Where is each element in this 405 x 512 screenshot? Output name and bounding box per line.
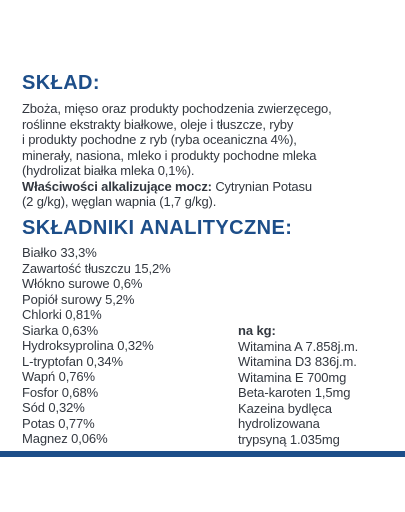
- additives-header: na kg:: [238, 323, 276, 338]
- composition-line: minerały, nasiona, mleko i produkty pochodne mleka: [22, 147, 317, 163]
- composition-line: roślinne ekstrakty białkowe, oleje i tłuszcze, ryby: [22, 116, 294, 132]
- nutrient-item: Chlorki 0,81%: [22, 307, 102, 322]
- composition-line: i produkty pochodne z ryb (ryba oceaniczna 4%),: [22, 132, 297, 147]
- urine-alkalizing-line: [22, 179, 392, 195]
- nutrient-item: Magnez 0,06%: [22, 431, 108, 446]
- nutrient-item: L-tryptofan 0,34%: [22, 353, 123, 369]
- nutrient-item: Potas 0,77%: [22, 415, 95, 431]
- additive-item: Witamina E 700mg: [238, 369, 347, 385]
- nutrient-item: Białko 33,3%: [22, 245, 97, 260]
- nutrient-item: Siarka 0,63%: [22, 322, 99, 338]
- urine-alkalizing-text-2: (2 g/kg), węglan wapnia (1,7 g/kg).: [22, 194, 217, 209]
- footer-divider-bar: [0, 451, 405, 457]
- analytical-heading: SKŁADNIKI ANALITYCZNE:: [22, 217, 293, 239]
- additive-item: trypsyną 1.035mg: [238, 431, 340, 447]
- nutrient-item: Sód 0,32%: [22, 400, 85, 415]
- additive-item: Beta-karoten 1,5mg: [238, 385, 351, 400]
- composition-line: Zboża, mięso oraz produkty pochodzenia zwierzęcego,: [22, 101, 332, 116]
- nutrient-item: Hydroksyprolina 0,32%: [22, 338, 154, 353]
- composition-text: [22, 101, 392, 210]
- additive-item: Witamina A 7.858j.m.: [238, 338, 359, 354]
- nutrient-item: Fosfor 0,68%: [22, 384, 99, 400]
- nutrient-item: Popiół surowy 5,2%: [22, 291, 135, 307]
- nutrient-list: [22, 245, 171, 447]
- composition-line: (hydrolizat białka mleka 0,1%).: [22, 163, 195, 178]
- additive-item: hydrolizowana: [238, 416, 320, 431]
- urine-alkalizing-label: Właściwości alkalizujące mocz:: [22, 178, 212, 194]
- urine-alkalizing-text: Cytrynian Potasu: [211, 178, 312, 194]
- nutrient-item: Wapń 0,76%: [22, 369, 95, 384]
- nutrient-item: Włókno surowe 0,6%: [22, 276, 143, 291]
- additive-item: Witamina D3 836j.m.: [238, 354, 357, 369]
- nutrient-item: Zawartość tłuszczu 15,2%: [22, 260, 171, 276]
- additive-item: Kazeina bydlęca: [238, 400, 332, 416]
- composition-heading: SKŁAD:: [22, 72, 100, 94]
- additives-list: [238, 323, 358, 447]
